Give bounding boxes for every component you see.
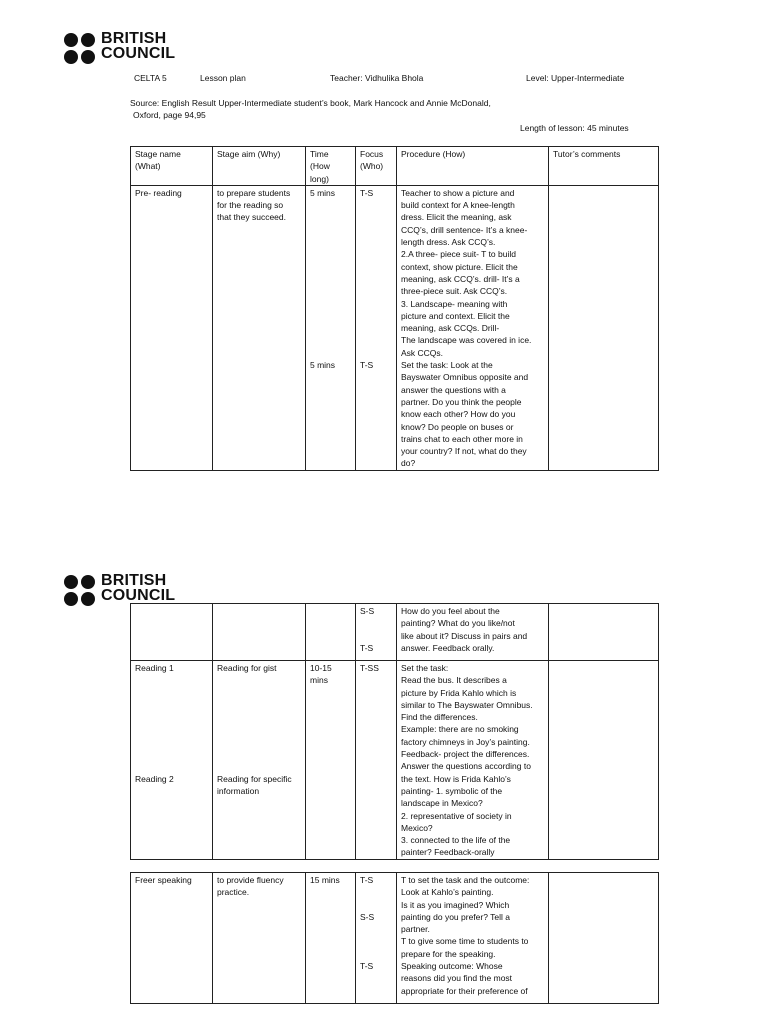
row-stage-name: Pre- reading xyxy=(131,185,213,470)
table-row xyxy=(131,604,659,661)
row-tutor-comments xyxy=(549,873,659,1004)
logo-text-line2: COUNCIL xyxy=(101,45,176,62)
table-row xyxy=(131,873,659,1004)
row-stage-name: Freer speaking xyxy=(131,873,213,1004)
lesson-plan-label: Lesson plan xyxy=(200,73,246,83)
row-stage-aim: to provide fluency practice. xyxy=(213,873,306,1004)
lesson-length: Length of lesson: 45 minutes xyxy=(520,123,629,133)
row-tutor-comments xyxy=(549,185,659,470)
row-stage-aim: Reading for gist Reading for specific information xyxy=(213,661,306,860)
row-stage-name xyxy=(131,604,213,661)
row-stage-aim: to prepare students for the reading so that they succeed. xyxy=(213,185,306,470)
table-row xyxy=(131,661,659,860)
header-procedure: Procedure (How) xyxy=(397,147,549,186)
header-time: Time (How long) xyxy=(306,147,356,186)
row-time: 15 mins xyxy=(306,873,356,1004)
row-time: 5 mins 5 mins xyxy=(306,185,356,470)
celta-label: CELTA 5 xyxy=(134,73,167,83)
row-time: 10-15 mins xyxy=(306,661,356,860)
header-stage-aim: Stage aim (Why) xyxy=(213,147,306,186)
logo-text-line2: COUNCIL xyxy=(101,587,176,604)
logo-dots-icon xyxy=(64,33,95,64)
row-stage-name: Reading 1 Reading 2 xyxy=(131,661,213,860)
teacher-label: Teacher: Vidhulika Bhola xyxy=(330,73,424,83)
row-procedure: Teacher to show a picture and build context for A knee-length dress. Elicit the meaning, ask CCQ’s, drill sentence- It’s a knee- length dress. Ask CCQ’s. 2.A three- piece suit- T to build context, show picture. Elicit the meaning, ask CCQ’s. drill- It’s a three-piece suit. Ask CCQ’s. 3. Landscape- meaning with picture and context. Elicit the meaning, ask CCQs. Drill- The landscape was covered in ice. Ask CCQs. Set the task: Look at the Bayswater Omnibus opposite and answer the questions with a partner. Do you think the people know each other? How do you know? Do people on buses or trains chat to each other more in your country? If not, what do they do? xyxy=(397,185,549,470)
row-focus: T-SS xyxy=(356,661,397,860)
british-council-logo xyxy=(64,31,175,64)
table-row xyxy=(131,185,659,470)
row-focus: T-S T-S xyxy=(356,185,397,470)
lesson-plan-table-3 xyxy=(130,872,659,1004)
logo-text-line1: BRITISH xyxy=(101,30,167,47)
header-focus: Focus (Who) xyxy=(356,147,397,186)
lesson-plan-table-1 xyxy=(130,146,659,471)
header-tutor-comments: Tutor’s comments xyxy=(549,147,659,186)
row-stage-aim xyxy=(213,604,306,661)
british-council-logo-page-2 xyxy=(64,573,175,606)
source-line-2: Oxford, page 94,95 xyxy=(133,110,206,120)
row-procedure: How do you feel about the painting? What do you like/not like about it? Discuss in pairs and answer. Feedback orally. xyxy=(397,604,549,661)
row-focus: S-S T-S xyxy=(356,604,397,661)
row-tutor-comments xyxy=(549,661,659,860)
lesson-plan-table-2 xyxy=(130,603,659,860)
source-line-1: Source: English Result Upper-Intermediate student’s book, Mark Hancock and Annie McDonald, xyxy=(130,98,491,108)
level-label: Level: Upper-Intermediate xyxy=(526,73,625,83)
row-focus: T-S S-S T-S xyxy=(356,873,397,1004)
logo-text-line1: BRITISH xyxy=(101,572,167,589)
row-tutor-comments xyxy=(549,604,659,661)
logo-dots-icon xyxy=(64,575,95,606)
table-header-row xyxy=(131,147,659,186)
row-time xyxy=(306,604,356,661)
row-procedure: T to set the task and the outcome: Look at Kahlo’s painting. Is it as you imagined? Which painting do you prefer? Tell a partner. T to give some time to students to prepare for the speaking. Speaking outcome: Whose reasons did you find the most appropriate for their preference of xyxy=(397,873,549,1004)
header-stage-name: Stage name (What) xyxy=(131,147,213,186)
row-procedure: Set the task: Read the bus. It describes a picture by Frida Kahlo which is similar to The Bayswater Omnibus. Find the differences. Example: there are no smoking factory chimneys in Joy’s painting. Feedback- project the differences. Answer the questions according to the text. How is Frida Kahlo’s painting- 1. symbolic of the landscape in Mexico? 2. representative of society in Mexico? 3. connected to the life of the painter? Feedback-orally xyxy=(397,661,549,860)
